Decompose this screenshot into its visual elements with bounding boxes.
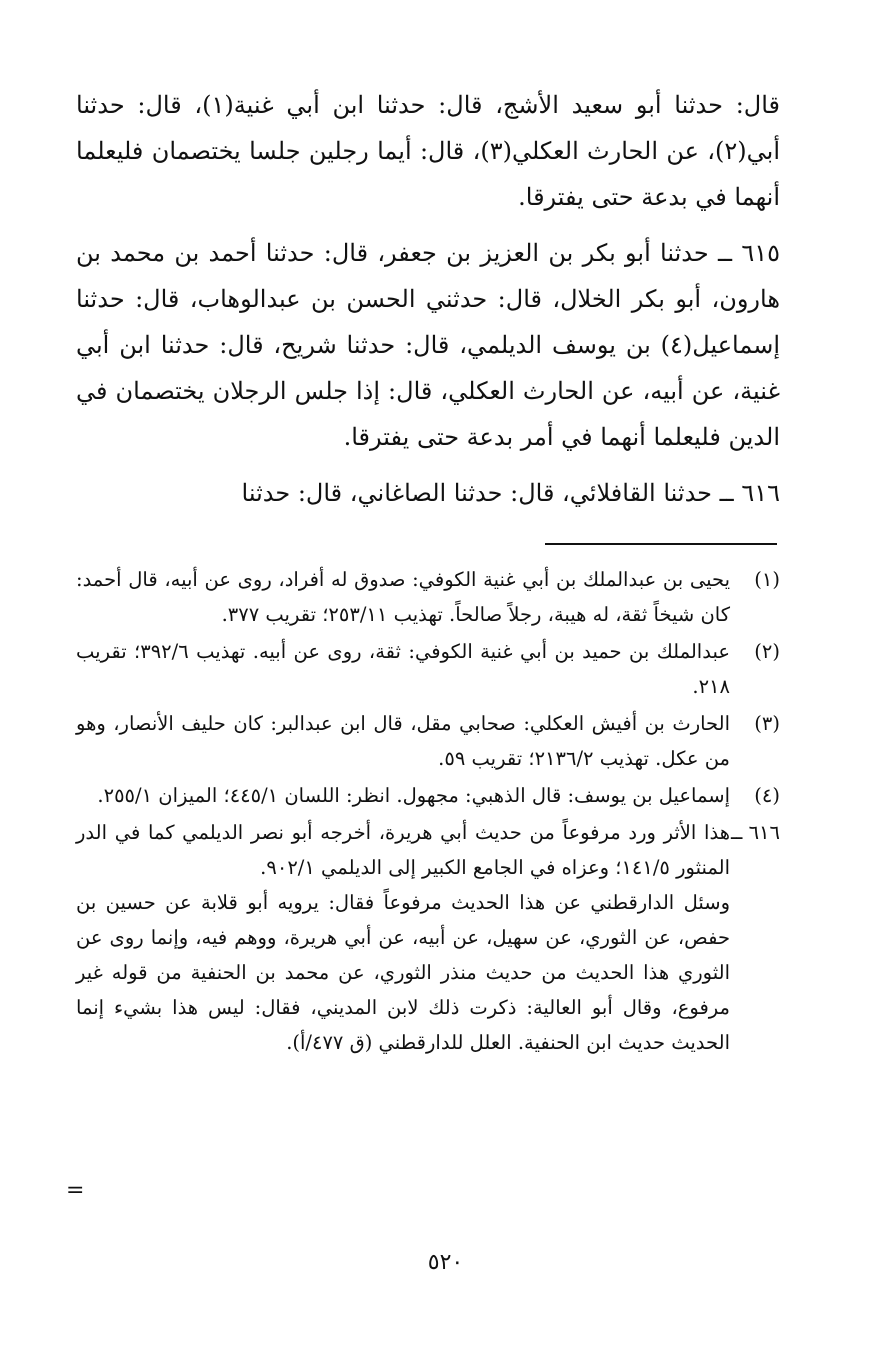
- footnotes: [76, 562, 780, 1060]
- footnote-616: [76, 815, 780, 1060]
- footnote-text: الحارث بن أفيش العكلي: صحابي مقل، قال ابن عبدالبر: كان حليف الأنصار، وهو من عكل. تهذيب ٢١٣٦/٢؛ تقريب ٥٩.: [76, 712, 730, 770]
- footnote-text: يحيى بن عبدالملك بن أبي غنية الكوفي: صدوق له أفراد، روى عن أبيه، قال أحمد: كان شيخاً ثقة، له هيبة، رجلاً صالحاً. تهذيب ٢٥٣/١١؛ تقريب ٣٧٧.: [76, 568, 730, 626]
- footnote-number: (٤): [754, 784, 780, 807]
- page-number: ٥٢٠: [427, 1250, 464, 1275]
- footnote-2: [76, 634, 780, 704]
- footnote-3: [76, 706, 780, 776]
- main-text: [76, 82, 780, 516]
- footnote-text: إسماعيل بن يوسف: قال الذهبي: مجهول. انظر: اللسان ٤٤٥/١؛ الميزان ٢٥٥/١.: [97, 784, 730, 807]
- footnote-number: (١): [754, 568, 780, 591]
- footnote-paragraph-1: هذا الأثر ورد مرفوعاً من حديث أبي هريرة، أخرجه أبو نصر الديلمي كما في الدر المنثور ١٤١/٥؛ وعزاه في الجامع الكبير إلى الديلمي ٩٠٢/١.: [76, 821, 730, 879]
- continuation-mark: =: [66, 1178, 85, 1203]
- footnote-1: [76, 562, 780, 632]
- footnote-paragraph-2: وسئل الدارقطني عن هذا الحديث مرفوعاً فقال: يرويه أبو قلابة عن حسين بن حفص، عن الثوري، عن سهيل، عن أبيه، عن أبي هريرة، ووهم فيه، وإنما روى عن الثوري هذا الحديث من حديث منذر الثوري، عن محمد بن الحنفية من قوله غير مرفوع، وقال أبو العالية: ذكرت ذلك لابن المديني، فقال: ليس هذا بشيء إنما الحديث حديث ابن الحنفية. العلل للدارقطني (ق ٤٧٧/أ).: [76, 891, 730, 1054]
- footnote-4: [76, 778, 780, 813]
- footnote-separator: [545, 543, 777, 545]
- footnote-number: ٦١٦ ــ: [730, 821, 780, 844]
- main-paragraph-616: ٦١٦ ــ حدثنا القافلائي، قال: حدثنا الصاغاني، قال: حدثنا: [241, 479, 780, 507]
- footnote-number: (٣): [754, 712, 780, 735]
- main-paragraph-615: ٦١٥ ــ حدثنا أبو بكر بن العزيز بن جعفر، قال: حدثنا أحمد بن محمد بن هارون، أبو بكر الخلال، قال: حدثني الحسن بن عبدالوهاب، قال: حدثنا إسماعيل(٤) بن يوسف الديلمي، قال: حدثنا شريح، قال: حدثنا ابن أبي غنية، عن أبيه، عن الحارث العكلي، قال: إذا جلس الرجلان يختصمان في الدين فليعلما أنهما في أمر بدعة حتى يفترقا.: [76, 239, 781, 451]
- footnote-text: [76, 815, 730, 1060]
- footnote-number: (٢): [754, 640, 780, 663]
- footnote-text: عبدالملك بن حميد بن أبي غنية الكوفي: ثقة، روى عن أبيه. تهذيب ٣٩٢/٦؛ تقريب ٢١٨.: [76, 640, 730, 698]
- main-paragraph-1: قال: حدثنا أبو سعيد الأشج، قال: حدثنا ابن أبي غنية(١)، قال: حدثنا أبي(٢)، عن الحارث العكلي(٣)، قال: أيما رجلين جلسا يختصمان فليعلما أنهما في بدعة حتى يفترقا.: [76, 91, 780, 211]
